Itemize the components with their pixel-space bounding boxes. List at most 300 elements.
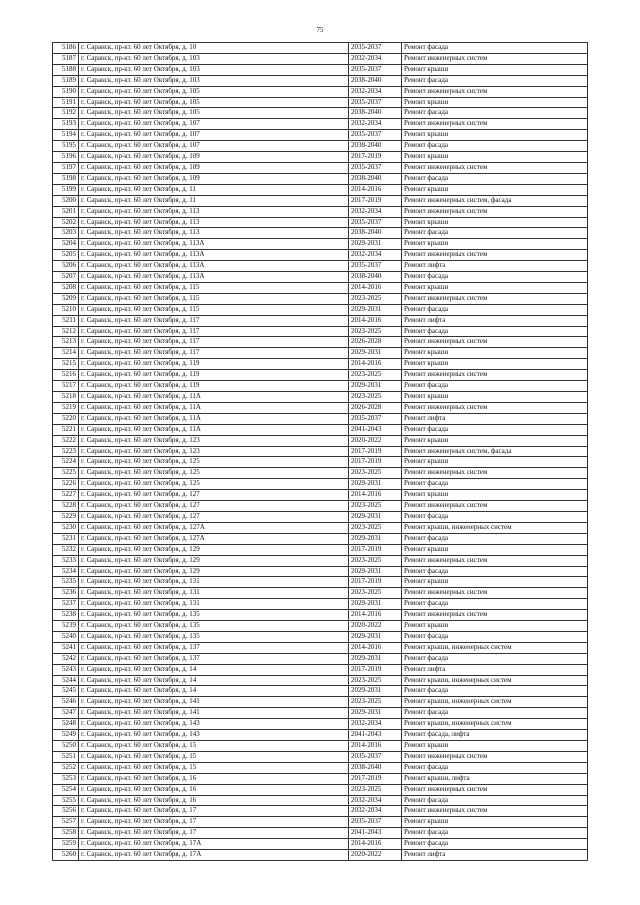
address-cell: г. Саранск, пр-кт. 60 лет Октября, д. 115 <box>79 282 349 293</box>
table-row <box>53 162 588 173</box>
row-number: 5250 <box>53 741 79 752</box>
row-number: 5205 <box>53 250 79 261</box>
work-type-cell: Ремонт лифта <box>402 261 588 272</box>
row-number: 5201 <box>53 206 79 217</box>
period-cell: 2029-2031 <box>349 479 402 490</box>
table-row <box>53 261 588 272</box>
period-cell: 2017-2019 <box>349 664 402 675</box>
period-cell: 2014-2016 <box>349 642 402 653</box>
address-cell: г. Саранск, пр-кт. 60 лет Октября, д. 113 <box>79 206 349 217</box>
address-cell: г. Саранск, пр-кт. 60 лет Октября, д. 117 <box>79 337 349 348</box>
period-cell: 2032-2034 <box>349 806 402 817</box>
period-cell: 2041-2043 <box>349 730 402 741</box>
period-cell: 2023-2025 <box>349 588 402 599</box>
work-type-cell: Ремонт инженерных систем <box>402 119 588 130</box>
table-row <box>53 239 588 250</box>
address-cell: г. Саранск, пр-кт. 60 лет Октября, д. 14 <box>79 675 349 686</box>
row-number: 5253 <box>53 773 79 784</box>
address-cell: г. Саранск, пр-кт. 60 лет Октября, д. 123 <box>79 435 349 446</box>
period-cell: 2017-2019 <box>349 195 402 206</box>
table-row <box>53 130 588 141</box>
table-row <box>53 631 588 642</box>
address-cell: г. Саранск, пр-кт. 60 лет Октября, д. 103 <box>79 75 349 86</box>
period-cell: 2017-2019 <box>349 577 402 588</box>
address-cell: г. Саранск, пр-кт. 60 лет Октября, д. 135 <box>79 631 349 642</box>
period-cell: 2035-2037 <box>349 64 402 75</box>
table-row <box>53 228 588 239</box>
period-cell: 2017-2019 <box>349 773 402 784</box>
work-type-cell: Ремонт фасада <box>402 326 588 337</box>
row-number: 5255 <box>53 795 79 806</box>
address-cell: г. Саранск, пр-кт. 60 лет Октября, д. 113А <box>79 261 349 272</box>
work-type-cell: Ремонт фасада <box>402 272 588 283</box>
table-row <box>53 282 588 293</box>
period-cell: 2023-2025 <box>349 784 402 795</box>
work-type-cell: Ремонт инженерных систем <box>402 86 588 97</box>
period-cell: 2017-2019 <box>349 446 402 457</box>
row-number: 5246 <box>53 697 79 708</box>
row-number: 5254 <box>53 784 79 795</box>
address-cell: г. Саранск, пр-кт. 60 лет Октября, д. 107 <box>79 141 349 152</box>
work-type-cell: Ремонт крыши, инженерных систем <box>402 642 588 653</box>
period-cell: 2017-2019 <box>349 152 402 163</box>
address-cell: г. Саранск, пр-кт. 60 лет Октября, д. 125 <box>79 457 349 468</box>
period-cell: 2026-2028 <box>349 337 402 348</box>
row-number: 5217 <box>53 381 79 392</box>
work-type-cell: Ремонт крыши <box>402 282 588 293</box>
work-type-cell: Ремонт крыши <box>402 490 588 501</box>
period-cell: 2038-2040 <box>349 228 402 239</box>
table-row <box>53 708 588 719</box>
row-number: 5222 <box>53 435 79 446</box>
table-row <box>53 762 588 773</box>
table-row <box>53 741 588 752</box>
work-type-cell: Ремонт инженерных систем, фасада <box>402 446 588 457</box>
row-number: 5216 <box>53 370 79 381</box>
period-cell: 2032-2034 <box>349 206 402 217</box>
address-cell: г. Саранск, пр-кт. 60 лет Октября, д. 16 <box>79 784 349 795</box>
row-number: 5252 <box>53 762 79 773</box>
period-cell: 2023-2025 <box>349 697 402 708</box>
address-cell: г. Саранск, пр-кт. 60 лет Октября, д. 17 <box>79 828 349 839</box>
work-type-cell: Ремонт фасада <box>402 43 588 54</box>
work-type-cell: Ремонт крыши <box>402 621 588 632</box>
address-cell: г. Саранск, пр-кт. 60 лет Октября, д. 17А <box>79 850 349 861</box>
period-cell: 2035-2037 <box>349 43 402 54</box>
work-type-cell: Ремонт крыши <box>402 741 588 752</box>
address-cell: г. Саранск, пр-кт. 60 лет Октября, д. 11А <box>79 392 349 403</box>
table-row <box>53 250 588 261</box>
row-number: 5206 <box>53 261 79 272</box>
address-cell: г. Саранск, пр-кт. 60 лет Октября, д. 125 <box>79 479 349 490</box>
table-row <box>53 272 588 283</box>
period-cell: 2035-2037 <box>349 413 402 424</box>
address-cell: г. Саранск, пр-кт. 60 лет Октября, д. 10 <box>79 43 349 54</box>
table-row <box>53 152 588 163</box>
row-number: 5223 <box>53 446 79 457</box>
period-cell: 2023-2025 <box>349 293 402 304</box>
period-cell: 2029-2031 <box>349 599 402 610</box>
work-type-cell: Ремонт фасада <box>402 108 588 119</box>
period-cell: 2035-2037 <box>349 817 402 828</box>
row-number: 5215 <box>53 359 79 370</box>
period-cell: 2029-2031 <box>349 533 402 544</box>
work-type-cell: Ремонт инженерных систем <box>402 588 588 599</box>
repair-schedule-table <box>52 42 588 861</box>
work-type-cell: Ремонт фасада <box>402 762 588 773</box>
row-number: 5245 <box>53 686 79 697</box>
row-number: 5258 <box>53 828 79 839</box>
work-type-cell: Ремонт крыши, лифта <box>402 773 588 784</box>
work-type-cell: Ремонт крыши <box>402 577 588 588</box>
period-cell: 2032-2034 <box>349 250 402 261</box>
work-type-cell: Ремонт фасада <box>402 795 588 806</box>
row-number: 5196 <box>53 152 79 163</box>
table-row <box>53 479 588 490</box>
address-cell: г. Саранск, пр-кт. 60 лет Октября, д. 119 <box>79 359 349 370</box>
work-type-cell: Ремонт крыши <box>402 359 588 370</box>
address-cell: г. Саранск, пр-кт. 60 лет Октября, д. 119 <box>79 381 349 392</box>
row-number: 5186 <box>53 43 79 54</box>
work-type-cell: Ремонт инженерных систем <box>402 751 588 762</box>
address-cell: г. Саранск, пр-кт. 60 лет Октября, д. 17 <box>79 806 349 817</box>
table-row <box>53 402 588 413</box>
address-cell: г. Саранск, пр-кт. 60 лет Октября, д. 119 <box>79 370 349 381</box>
address-cell: г. Саранск, пр-кт. 60 лет Октября, д. 105 <box>79 97 349 108</box>
period-cell: 2035-2037 <box>349 261 402 272</box>
row-number: 5204 <box>53 239 79 250</box>
period-cell: 2038-2040 <box>349 272 402 283</box>
address-cell: г. Саранск, пр-кт. 60 лет Октября, д. 117 <box>79 348 349 359</box>
period-cell: 2029-2031 <box>349 653 402 664</box>
work-type-cell: Ремонт крыши, инженерных систем <box>402 697 588 708</box>
work-type-cell: Ремонт крыши <box>402 457 588 468</box>
row-number: 5210 <box>53 304 79 315</box>
period-cell: 2023-2025 <box>349 326 402 337</box>
table-row <box>53 468 588 479</box>
row-number: 5189 <box>53 75 79 86</box>
table-row <box>53 588 588 599</box>
address-cell: г. Саранск, пр-кт. 60 лет Октября, д. 14 <box>79 664 349 675</box>
period-cell: 2014-2016 <box>349 315 402 326</box>
table-row <box>53 97 588 108</box>
work-type-cell: Ремонт крыши <box>402 817 588 828</box>
page-number: 75 <box>316 26 324 34</box>
row-number: 5230 <box>53 522 79 533</box>
period-cell: 2032-2034 <box>349 53 402 64</box>
table-row <box>53 686 588 697</box>
table-row <box>53 184 588 195</box>
period-cell: 2032-2034 <box>349 86 402 97</box>
table-row <box>53 173 588 184</box>
table-row <box>53 43 588 54</box>
period-cell: 2032-2034 <box>349 719 402 730</box>
address-cell: г. Саранск, пр-кт. 60 лет Октября, д. 127 <box>79 511 349 522</box>
period-cell: 2029-2031 <box>349 304 402 315</box>
row-number: 5207 <box>53 272 79 283</box>
address-cell: г. Саранск, пр-кт. 60 лет Октября, д. 113 <box>79 217 349 228</box>
period-cell: 2032-2034 <box>349 795 402 806</box>
work-type-cell: Ремонт инженерных систем <box>402 610 588 621</box>
work-type-cell: Ремонт крыши <box>402 348 588 359</box>
address-cell: г. Саранск, пр-кт. 60 лет Октября, д. 17 <box>79 817 349 828</box>
work-type-cell: Ремонт лифта <box>402 850 588 861</box>
period-cell: 2014-2016 <box>349 610 402 621</box>
row-number: 5218 <box>53 392 79 403</box>
period-cell: 2032-2034 <box>349 119 402 130</box>
address-cell: г. Саранск, пр-кт. 60 лет Октября, д. 16 <box>79 773 349 784</box>
period-cell: 2029-2031 <box>349 239 402 250</box>
work-type-cell: Ремонт фасада <box>402 424 588 435</box>
work-type-cell: Ремонт фасада <box>402 141 588 152</box>
work-type-cell: Ремонт инженерных систем <box>402 53 588 64</box>
row-number: 5234 <box>53 566 79 577</box>
row-number: 5243 <box>53 664 79 675</box>
row-number: 5229 <box>53 511 79 522</box>
address-cell: г. Саранск, пр-кт. 60 лет Октября, д. 127 <box>79 501 349 512</box>
table-row <box>53 392 588 403</box>
row-number: 5232 <box>53 544 79 555</box>
table-row <box>53 522 588 533</box>
table-row <box>53 621 588 632</box>
work-type-cell: Ремонт фасада <box>402 653 588 664</box>
period-cell: 2029-2031 <box>349 708 402 719</box>
address-cell: г. Саранск, пр-кт. 60 лет Октября, д. 113А <box>79 272 349 283</box>
work-type-cell: Ремонт крыши <box>402 130 588 141</box>
table-row <box>53 206 588 217</box>
address-cell: г. Саранск, пр-кт. 60 лет Октября, д. 109 <box>79 152 349 163</box>
table-row <box>53 784 588 795</box>
address-cell: г. Саранск, пр-кт. 60 лет Октября, д. 129 <box>79 555 349 566</box>
period-cell: 2014-2016 <box>349 359 402 370</box>
work-type-cell: Ремонт инженерных систем <box>402 468 588 479</box>
period-cell: 2041-2043 <box>349 828 402 839</box>
table-row <box>53 304 588 315</box>
address-cell: г. Саранск, пр-кт. 60 лет Октября, д. 113А <box>79 239 349 250</box>
work-type-cell: Ремонт лифта <box>402 413 588 424</box>
row-number: 5190 <box>53 86 79 97</box>
table-row <box>53 337 588 348</box>
address-cell: г. Саранск, пр-кт. 60 лет Октября, д. 103 <box>79 53 349 64</box>
work-type-cell: Ремонт фасада <box>402 228 588 239</box>
period-cell: 2023-2025 <box>349 392 402 403</box>
table-row <box>53 850 588 861</box>
period-cell: 2041-2043 <box>349 424 402 435</box>
work-type-cell: Ремонт фасада <box>402 631 588 642</box>
work-type-cell: Ремонт фасада <box>402 708 588 719</box>
row-number: 5259 <box>53 839 79 850</box>
address-cell: г. Саранск, пр-кт. 60 лет Октября, д. 143 <box>79 719 349 730</box>
row-number: 5247 <box>53 708 79 719</box>
work-type-cell: Ремонт крыши, инженерных систем <box>402 719 588 730</box>
table-row <box>53 653 588 664</box>
period-cell: 2014-2016 <box>349 184 402 195</box>
address-cell: г. Саранск, пр-кт. 60 лет Октября, д. 105 <box>79 86 349 97</box>
table-row <box>53 828 588 839</box>
row-number: 5194 <box>53 130 79 141</box>
table-row <box>53 446 588 457</box>
address-cell: г. Саранск, пр-кт. 60 лет Октября, д. 11А <box>79 402 349 413</box>
table-row <box>53 315 588 326</box>
address-cell: г. Саранск, пр-кт. 60 лет Октября, д. 115 <box>79 293 349 304</box>
period-cell: 2035-2037 <box>349 130 402 141</box>
period-cell: 2014-2016 <box>349 490 402 501</box>
table-row <box>53 141 588 152</box>
work-type-cell: Ремонт крыши <box>402 97 588 108</box>
row-number: 5233 <box>53 555 79 566</box>
period-cell: 2029-2031 <box>349 511 402 522</box>
work-type-cell: Ремонт инженерных систем <box>402 293 588 304</box>
period-cell: 2026-2028 <box>349 402 402 413</box>
row-number: 5199 <box>53 184 79 195</box>
address-cell: г. Саранск, пр-кт. 60 лет Октября, д. 115 <box>79 304 349 315</box>
table-row <box>53 501 588 512</box>
address-cell: г. Саранск, пр-кт. 60 лет Октября, д. 131 <box>79 577 349 588</box>
row-number: 5198 <box>53 173 79 184</box>
period-cell: 2035-2037 <box>349 97 402 108</box>
row-number: 5188 <box>53 64 79 75</box>
row-number: 5228 <box>53 501 79 512</box>
work-type-cell: Ремонт инженерных систем <box>402 555 588 566</box>
row-number: 5192 <box>53 108 79 119</box>
row-number: 5221 <box>53 424 79 435</box>
table-row <box>53 806 588 817</box>
address-cell: г. Саранск, пр-кт. 60 лет Октября, д. 131 <box>79 599 349 610</box>
address-cell: г. Саранск, пр-кт. 60 лет Октября, д. 113А <box>79 250 349 261</box>
period-cell: 2023-2025 <box>349 555 402 566</box>
address-cell: г. Саранск, пр-кт. 60 лет Октября, д. 103 <box>79 64 349 75</box>
row-number: 5219 <box>53 402 79 413</box>
period-cell: 2029-2031 <box>349 566 402 577</box>
table-row <box>53 610 588 621</box>
row-number: 5200 <box>53 195 79 206</box>
work-type-cell: Ремонт фасада <box>402 828 588 839</box>
work-type-cell: Ремонт инженерных систем, фасада <box>402 195 588 206</box>
period-cell: 2023-2025 <box>349 468 402 479</box>
address-cell: г. Саранск, пр-кт. 60 лет Октября, д. 17А <box>79 839 349 850</box>
address-cell: г. Саранск, пр-кт. 60 лет Октября, д. 137 <box>79 653 349 664</box>
table-row <box>53 381 588 392</box>
period-cell: 2038-2040 <box>349 173 402 184</box>
period-cell: 2029-2031 <box>349 381 402 392</box>
row-number: 5220 <box>53 413 79 424</box>
table-row <box>53 839 588 850</box>
work-type-cell: Ремонт инженерных систем <box>402 206 588 217</box>
row-number: 5209 <box>53 293 79 304</box>
table-row <box>53 795 588 806</box>
period-cell: 2038-2040 <box>349 141 402 152</box>
address-cell: г. Саранск, пр-кт. 60 лет Октября, д. 15 <box>79 751 349 762</box>
period-cell: 2014-2016 <box>349 839 402 850</box>
table-row <box>53 817 588 828</box>
table-row <box>53 675 588 686</box>
address-cell: г. Саранск, пр-кт. 60 лет Октября, д. 105 <box>79 108 349 119</box>
address-cell: г. Саранск, пр-кт. 60 лет Октября, д. 141 <box>79 708 349 719</box>
work-type-cell: Ремонт крыши <box>402 544 588 555</box>
address-cell: г. Саранск, пр-кт. 60 лет Октября, д. 107 <box>79 130 349 141</box>
row-number: 5244 <box>53 675 79 686</box>
address-cell: г. Саранск, пр-кт. 60 лет Октября, д. 109 <box>79 162 349 173</box>
table-row <box>53 642 588 653</box>
address-cell: г. Саранск, пр-кт. 60 лет Октября, д. 109 <box>79 173 349 184</box>
address-cell: г. Саранск, пр-кт. 60 лет Октября, д. 135 <box>79 621 349 632</box>
address-cell: г. Саранск, пр-кт. 60 лет Октября, д. 141 <box>79 697 349 708</box>
row-number: 5203 <box>53 228 79 239</box>
row-number: 5224 <box>53 457 79 468</box>
table-row <box>53 544 588 555</box>
period-cell: 2035-2037 <box>349 751 402 762</box>
work-type-cell: Ремонт крыши <box>402 435 588 446</box>
period-cell: 2014-2016 <box>349 282 402 293</box>
address-cell: г. Саранск, пр-кт. 60 лет Октября, д. 113 <box>79 228 349 239</box>
table-row <box>53 599 588 610</box>
work-type-cell: Ремонт крыши <box>402 217 588 228</box>
address-cell: г. Саранск, пр-кт. 60 лет Октября, д. 137 <box>79 642 349 653</box>
work-type-cell: Ремонт крыши <box>402 239 588 250</box>
row-number: 5213 <box>53 337 79 348</box>
period-cell: 2035-2037 <box>349 162 402 173</box>
table-row <box>53 577 588 588</box>
address-cell: г. Саранск, пр-кт. 60 лет Октября, д. 129 <box>79 566 349 577</box>
work-type-cell: Ремонт фасада <box>402 686 588 697</box>
period-cell: 2017-2019 <box>349 544 402 555</box>
work-type-cell: Ремонт крыши, инженерных систем <box>402 675 588 686</box>
address-cell: г. Саранск, пр-кт. 60 лет Октября, д. 127А <box>79 533 349 544</box>
row-number: 5241 <box>53 642 79 653</box>
row-number: 5235 <box>53 577 79 588</box>
row-number: 5240 <box>53 631 79 642</box>
table-row <box>53 217 588 228</box>
work-type-cell: Ремонт фасада <box>402 599 588 610</box>
row-number: 5195 <box>53 141 79 152</box>
address-cell: г. Саранск, пр-кт. 60 лет Октября, д. 11А <box>79 424 349 435</box>
period-cell: 2029-2031 <box>349 686 402 697</box>
period-cell: 2017-2019 <box>349 457 402 468</box>
row-number: 5208 <box>53 282 79 293</box>
table-row <box>53 490 588 501</box>
work-type-cell: Ремонт фасада <box>402 566 588 577</box>
table-row <box>53 773 588 784</box>
row-number: 5225 <box>53 468 79 479</box>
period-cell: 2035-2037 <box>349 217 402 228</box>
address-cell: г. Саранск, пр-кт. 60 лет Октября, д. 15 <box>79 741 349 752</box>
address-cell: г. Саранск, пр-кт. 60 лет Октября, д. 107 <box>79 119 349 130</box>
address-cell: г. Саранск, пр-кт. 60 лет Октября, д. 15 <box>79 762 349 773</box>
table-row <box>53 119 588 130</box>
address-cell: г. Саранск, пр-кт. 60 лет Октября, д. 117 <box>79 315 349 326</box>
work-type-cell: Ремонт крыши <box>402 64 588 75</box>
work-type-cell: Ремонт инженерных систем <box>402 250 588 261</box>
table-row <box>53 566 588 577</box>
table-row <box>53 533 588 544</box>
address-cell: г. Саранск, пр-кт. 60 лет Октября, д. 11 <box>79 184 349 195</box>
row-number: 5237 <box>53 599 79 610</box>
address-cell: г. Саранск, пр-кт. 60 лет Октября, д. 135 <box>79 610 349 621</box>
table-row <box>53 108 588 119</box>
period-cell: 2020-2022 <box>349 435 402 446</box>
address-cell: г. Саранск, пр-кт. 60 лет Октября, д. 131 <box>79 588 349 599</box>
work-type-cell: Ремонт крыши <box>402 392 588 403</box>
row-number: 5248 <box>53 719 79 730</box>
table-row <box>53 697 588 708</box>
table-row <box>53 53 588 64</box>
row-number: 5226 <box>53 479 79 490</box>
row-number: 5202 <box>53 217 79 228</box>
work-type-cell: Ремонт инженерных систем <box>402 784 588 795</box>
address-cell: г. Саранск, пр-кт. 60 лет Октября, д. 125 <box>79 468 349 479</box>
row-number: 5197 <box>53 162 79 173</box>
period-cell: 2029-2031 <box>349 631 402 642</box>
